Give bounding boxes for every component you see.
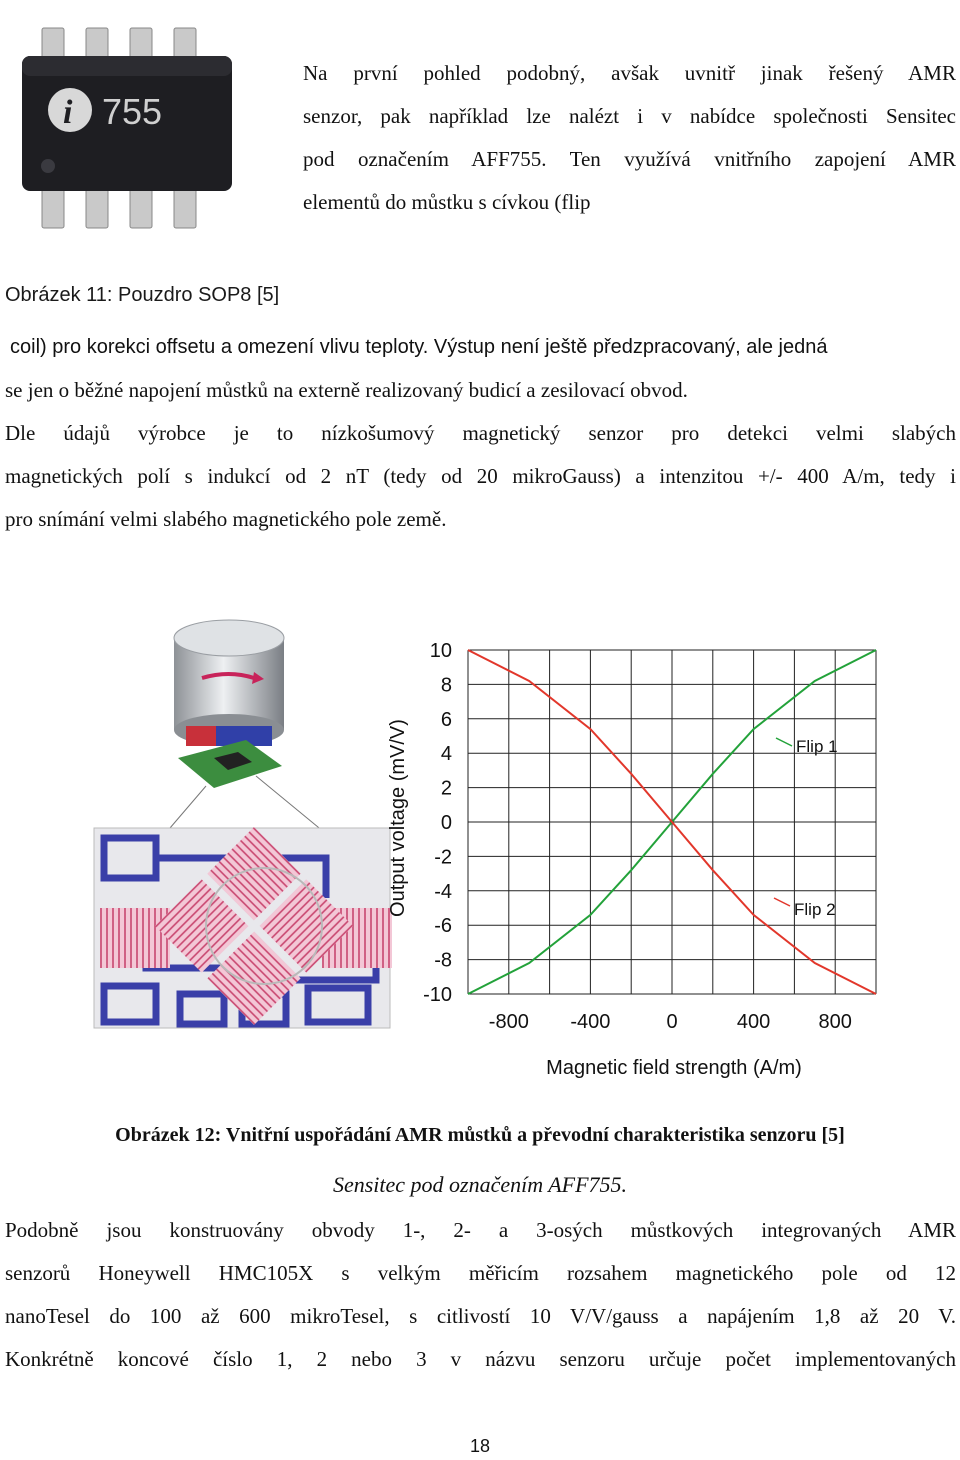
x-tick-label: 400 bbox=[736, 1011, 771, 1033]
y-tick-label: 4 bbox=[440, 743, 452, 766]
podobne-line-2: senzorů Honeywell HMC105X s velkým měřicím rozsahem magnetického pole od 12 bbox=[5, 1261, 956, 1285]
x-tick-label: -800 bbox=[488, 1011, 529, 1033]
sensor-pcb-icon bbox=[178, 740, 282, 788]
transfer-characteristic-chart bbox=[374, 628, 914, 1088]
dle-line-1: Dle údajů výrobce je to nízkošumový magnetický senzor pro detekci velmi slabých bbox=[5, 421, 956, 445]
dle-line-2: magnetických polí s indukcí od 2 nT (tedy od 20 mikroGauss) a intenzitou +/- 400 A/m, tedy i bbox=[5, 464, 956, 488]
x-tick-labels bbox=[489, 1011, 852, 1033]
y-tick-label: 10 bbox=[429, 640, 452, 662]
honeywell-paragraph bbox=[5, 1209, 956, 1381]
flip2-leader bbox=[774, 898, 790, 906]
x-tick-label: -400 bbox=[570, 1011, 611, 1033]
flip2-annotation: Flip 2 bbox=[794, 900, 836, 919]
y-tick-label: 6 bbox=[440, 708, 452, 731]
flip1-annotation: Flip 1 bbox=[796, 737, 838, 756]
podobne-line-1: Podobně jsou konstruovány obvody 1-, 2- a 3-osých můstkových integrovaných AMR bbox=[5, 1218, 956, 1242]
coil-line-2: se jen o běžné napojení můstků na externě realizovaný budicí a zesilovací obvod. bbox=[5, 378, 688, 402]
coil-line-1: coil) pro korekci offsetu a omezení vlivu teploty. Výstup není ještě předzpracovaný, ale jedná bbox=[10, 336, 828, 358]
intro-line-1: Na první pohled podobný, avšak uvnitř jinak řešený AMR bbox=[303, 61, 956, 85]
y-tick-label: 0 bbox=[440, 812, 452, 834]
rotating-magnet-icon bbox=[174, 620, 284, 746]
flip1-leader bbox=[776, 738, 792, 746]
coil-paragraph bbox=[5, 326, 956, 412]
x-tick-label: 800 bbox=[818, 1011, 852, 1033]
podobne-line-4: Konkrétně koncové číslo 1, 2 nebo 3 v názvu senzoru určuje počet implementovaných bbox=[5, 1347, 956, 1371]
y-axis-label: Output voltage (mV/V) bbox=[387, 719, 409, 917]
pin1-marker bbox=[41, 159, 55, 173]
y-tick-label: -6 bbox=[434, 915, 452, 938]
page-number: 18 bbox=[469, 1436, 491, 1456]
chip-logo-letter: i bbox=[63, 94, 73, 131]
figure-12-caption: Obrázek 12: Vnitřní uspořádání AMR můstků a převodní charakteristika senzoru [5] bbox=[115, 1124, 845, 1146]
amr-bridge-illustration bbox=[86, 608, 396, 1038]
x-axis-label: Magnetic field strength (A/m) bbox=[546, 1057, 802, 1079]
amr-die-layout bbox=[94, 827, 392, 1028]
y-tick-labels bbox=[423, 640, 452, 1006]
y-tick-label: -8 bbox=[434, 949, 452, 972]
chip-marking: 755 bbox=[102, 91, 163, 132]
dle-line-3: pro snímání velmi slabého magnetického pole země. bbox=[5, 507, 447, 531]
podobne-line-3: nanoTesel do 100 až 600 mikroTesel, s citlivostí 10 V/V/gauss a napájením 1,8 až 20 V. bbox=[5, 1304, 956, 1328]
figure-11-caption: Obrázek 11: Pouzdro SOP8 [5] bbox=[5, 284, 280, 306]
y-tick-label: -2 bbox=[434, 846, 452, 869]
intro-line-4: elementů do můstku s cívkou (flip bbox=[303, 190, 591, 214]
y-tick-label: -4 bbox=[434, 880, 452, 903]
x-tick-label: 0 bbox=[666, 1011, 678, 1033]
sop8-chip-image bbox=[14, 20, 244, 235]
y-tick-label: 8 bbox=[440, 674, 452, 697]
figure-12-subcaption: Sensitec pod označením AFF755. bbox=[332, 1172, 628, 1197]
manufacturer-paragraph bbox=[5, 412, 956, 541]
intro-line-3: pod označením AFF755. Ten využívá vnitřního zapojení AMR bbox=[303, 147, 956, 171]
intro-line-2: senzor, pak například lze nalézt i v nabídce společnosti Sensitec bbox=[303, 104, 956, 128]
intro-paragraph bbox=[303, 52, 956, 224]
y-tick-label: 2 bbox=[440, 777, 452, 800]
y-tick-label: -10 bbox=[423, 984, 452, 1006]
